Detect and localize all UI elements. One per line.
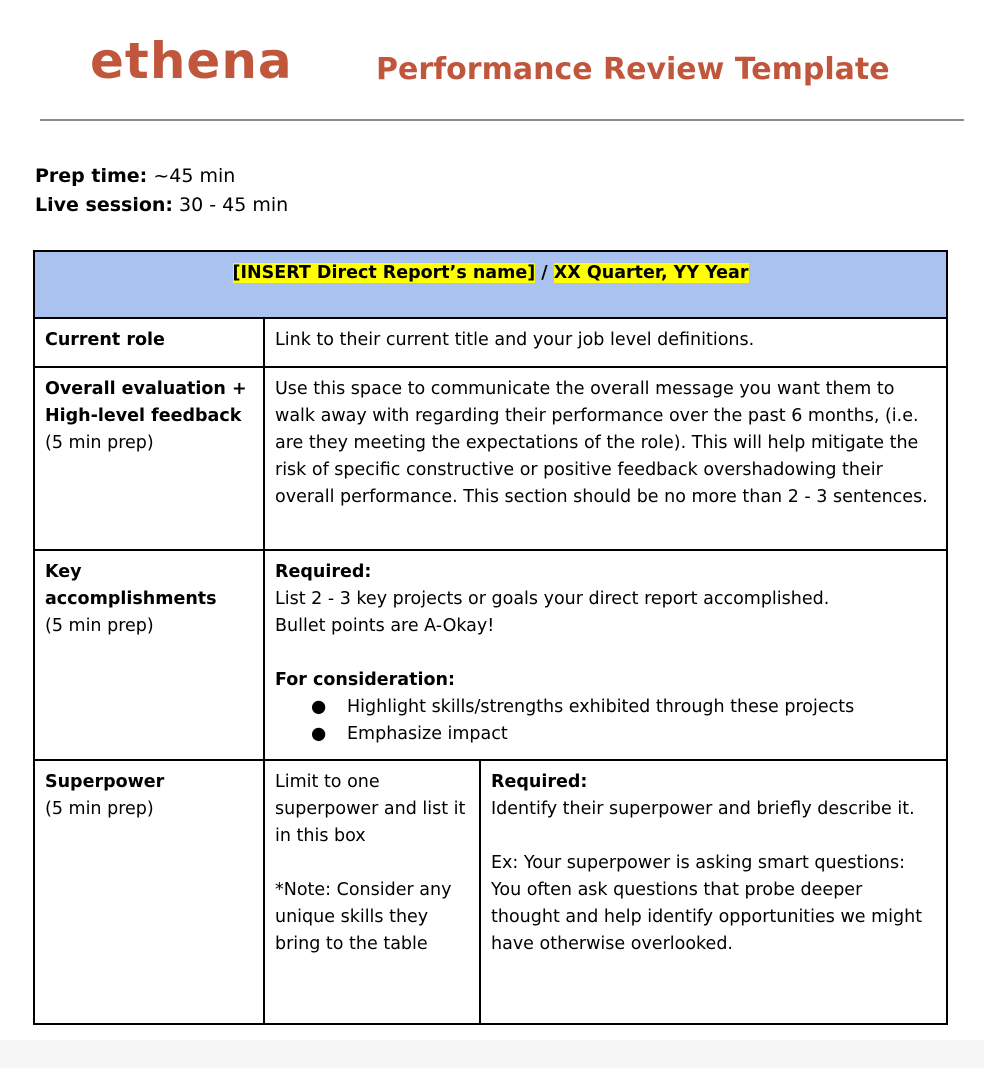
current-role-label: Current role	[45, 330, 165, 350]
list-item-text: Emphasize impact	[347, 724, 508, 744]
table-row-overall-evaluation	[34, 367, 947, 550]
list-item-text: Highlight skills/strengths exhibited through these projects	[347, 697, 855, 717]
overall-body-cell	[264, 367, 947, 550]
superpower-prep-time: (5 min prep)	[45, 799, 154, 819]
page-title: Performance Review Template	[376, 52, 890, 87]
paragraph-gap	[275, 640, 936, 667]
superpower-note-text: *Note: Consider any unique skills they bring to the table	[275, 880, 452, 954]
paragraph-gap	[275, 850, 469, 877]
key-body-cell	[264, 550, 947, 760]
review-table	[33, 250, 948, 1025]
table-row-superpower	[34, 760, 947, 1024]
consideration-list	[275, 694, 936, 748]
ethena-logo: ethena	[90, 32, 293, 90]
key-required-label: Required:	[275, 562, 372, 582]
key-prep-time: (5 min prep)	[45, 616, 154, 636]
superpower-label: Superpower	[45, 772, 165, 792]
prep-time-line	[35, 162, 288, 191]
session-meta	[35, 162, 288, 220]
live-session-label: Live session:	[35, 194, 174, 216]
paragraph-gap	[491, 823, 936, 850]
bullet-icon: ●	[311, 697, 327, 717]
superpower-required-text: Identify their superpower and briefly describe it.	[491, 799, 915, 819]
key-consideration-label: For consideration:	[275, 670, 455, 690]
current-role-label-cell	[34, 318, 264, 367]
superpower-required-cell	[480, 760, 947, 1024]
table-row-key-accomplishments	[34, 550, 947, 760]
prep-time-value: ~45 min	[147, 165, 236, 187]
current-role-body-cell	[264, 318, 947, 367]
table-header-cell	[34, 251, 947, 318]
overall-prep-time: (5 min prep)	[45, 433, 154, 453]
live-session-line	[35, 191, 288, 220]
list-item	[311, 721, 936, 748]
superpower-label-cell	[34, 760, 264, 1024]
overall-label-line1: Overall evaluation +	[45, 379, 247, 399]
header-separator: /	[535, 263, 554, 283]
header-divider	[40, 119, 964, 121]
table-header-row	[34, 251, 947, 318]
superpower-example-text: Ex: Your superpower is asking smart questions: You often ask questions that probe deeper thought and help identify opportunities we might have otherwise overlooked.	[491, 853, 923, 954]
direct-report-name-placeholder: [INSERT Direct Report’s name]	[232, 263, 536, 283]
key-label-line1: Key	[45, 562, 82, 582]
list-item	[311, 694, 936, 721]
key-label-line2: accomplishments	[45, 589, 217, 609]
key-label-cell	[34, 550, 264, 760]
overall-label-line2: High-level feedback	[45, 406, 242, 426]
current-role-body: Link to their current title and your job level definitions.	[275, 330, 755, 350]
quarter-year-placeholder: XX Quarter, YY Year	[553, 263, 749, 283]
key-required-line1: List 2 - 3 key projects or goals your direct report accomplished.	[275, 589, 830, 609]
live-session-value: 30 - 45 min	[173, 194, 289, 216]
prep-time-label: Prep time:	[35, 165, 148, 187]
bullet-icon: ●	[311, 724, 327, 744]
superpower-required-label: Required:	[491, 772, 588, 792]
table-row-current-role	[34, 318, 947, 367]
key-required-line2: Bullet points are A-Okay!	[275, 616, 495, 636]
overall-body: Use this space to communicate the overall message you want them to walk away with regarding their performance over the past 6 months, (i.e. are they meeting the expectations of the role). This will help mitigate the risk of specific constructive or positive feedback overshadowing their overall performance. This section should be no more than 2 - 3 sentences.	[275, 379, 928, 507]
page-bottom-edge	[0, 1040, 984, 1068]
superpower-limit-text: Limit to one superpower and list it in this box	[275, 772, 466, 846]
superpower-limit-cell	[264, 760, 480, 1024]
overall-label-cell	[34, 367, 264, 550]
